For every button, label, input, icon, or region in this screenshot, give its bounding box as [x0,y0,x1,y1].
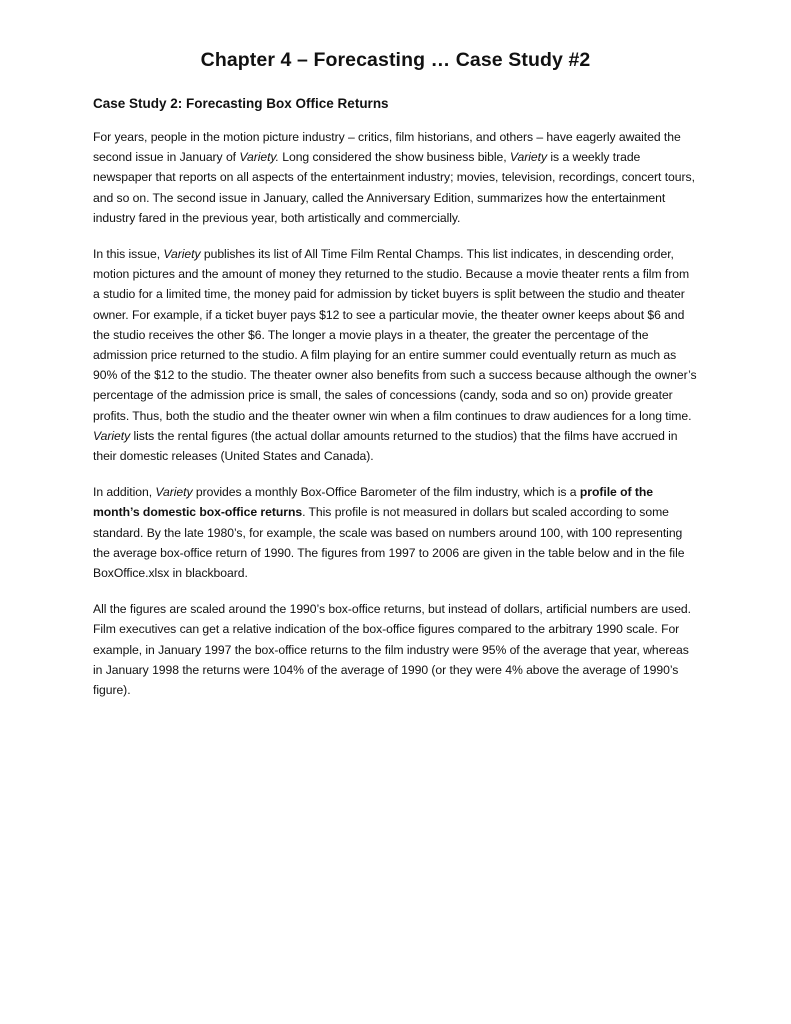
paragraph-3 [93,482,699,583]
paragraph-2 [93,244,699,466]
paragraph-4: All the figures are scaled around the 1990’s box-office returns, but instead of dollars, artificial numbers are used. Film executives can get a relative indication of the box-office figures compared to the arbitrary 1990 scale. For example, in January 1997 the box-office returns to the film industry were 95% of the average that year, whereas in January 1998 the returns were 104% of the average of 1990 (or they were 4% above the average of 1990’s figure). [93,602,691,698]
paragraph-1-text-c: Long considered the show business bible, [278,150,510,165]
paragraph-3-italic-variety: Variety [155,485,193,500]
paragraph-2-italic-variety-2: Variety [93,428,131,443]
paragraph-1-italic-variety-2: Variety [509,150,548,165]
paragraph-1-italic-variety-1: Variety. [239,150,279,165]
paragraph-2-text-c: publishes its list of All Time Film Rental Champs. This list indicates, in descending order, motion pictures and the amount of money they returned to the studio. Because a movie theater rents a film from a studio for a limited time, the money paid for admission by ticket buyers is split between the studio and theater owner. For example, if a ticket buyer pays $12 to see a particular movie, the theater owner keeps about $6 and the studio receives the other $6. The longer a movie plays in a theater, the greater the percentage of the admission price returned to the studio. A film playing for an entire summer could eventually return as much as 90% of the $12 to the studio. The theater owner also benefits from such a success because although the owner’s percentage of the admission price is small, the sales of concessions (candy, soda and so on) provide greater profits. Thus, both the studio and the theater owner win when a film continues to draw audiences for a long time. [93,247,697,423]
paragraph-1-text-a: For years, people in the motion picture industry – critics, film historians, and others – have eagerly awaited the second issue in January of [93,130,681,165]
paragraph-1-text-e: is a weekly trade newspaper that reports on all aspects of the entertainment industry; movies, television, recordings, concert tours, and so on. The second issue in January, called the Anniversary Edition, summarizes how the entertainment industry fared in the previous year, both artistically and commercially. [93,150,695,225]
paragraph-3-text-c: provides a monthly Box-Office Barometer of the film industry, which is a [192,485,580,500]
paragraph-3-bold-phrase: profile of the month’s domestic box-office returns [93,485,653,520]
paragraph-3-text-e: . This profile is not measured in dollars but scaled according to some standard. By the late 1980’s, for example, the scale was based on numbers around 100, with 100 representing the average box-office return of 1990. The figures from 1997 to 2006 are given in the table below and in the file BoxOffice.xlsx in blackboard. [93,505,685,581]
paragraph-1 [93,127,699,228]
paragraph-3-text-a: In addition, [93,485,156,500]
document-body [93,95,699,716]
page-title: Chapter 4 – Forecasting … Case Study #2 [200,49,591,71]
paragraph-2-text-e: lists the rental figures (the actual dollar amounts returned to the studios) that the films have accrued in their domestic releases (United States and Canada). [93,428,678,464]
paragraph-2-italic-variety-1: Variety [163,247,201,262]
paragraph-2-text-a: In this issue, [93,247,164,262]
section-heading: Case Study 2: Forecasting Box Office Returns [93,96,389,111]
